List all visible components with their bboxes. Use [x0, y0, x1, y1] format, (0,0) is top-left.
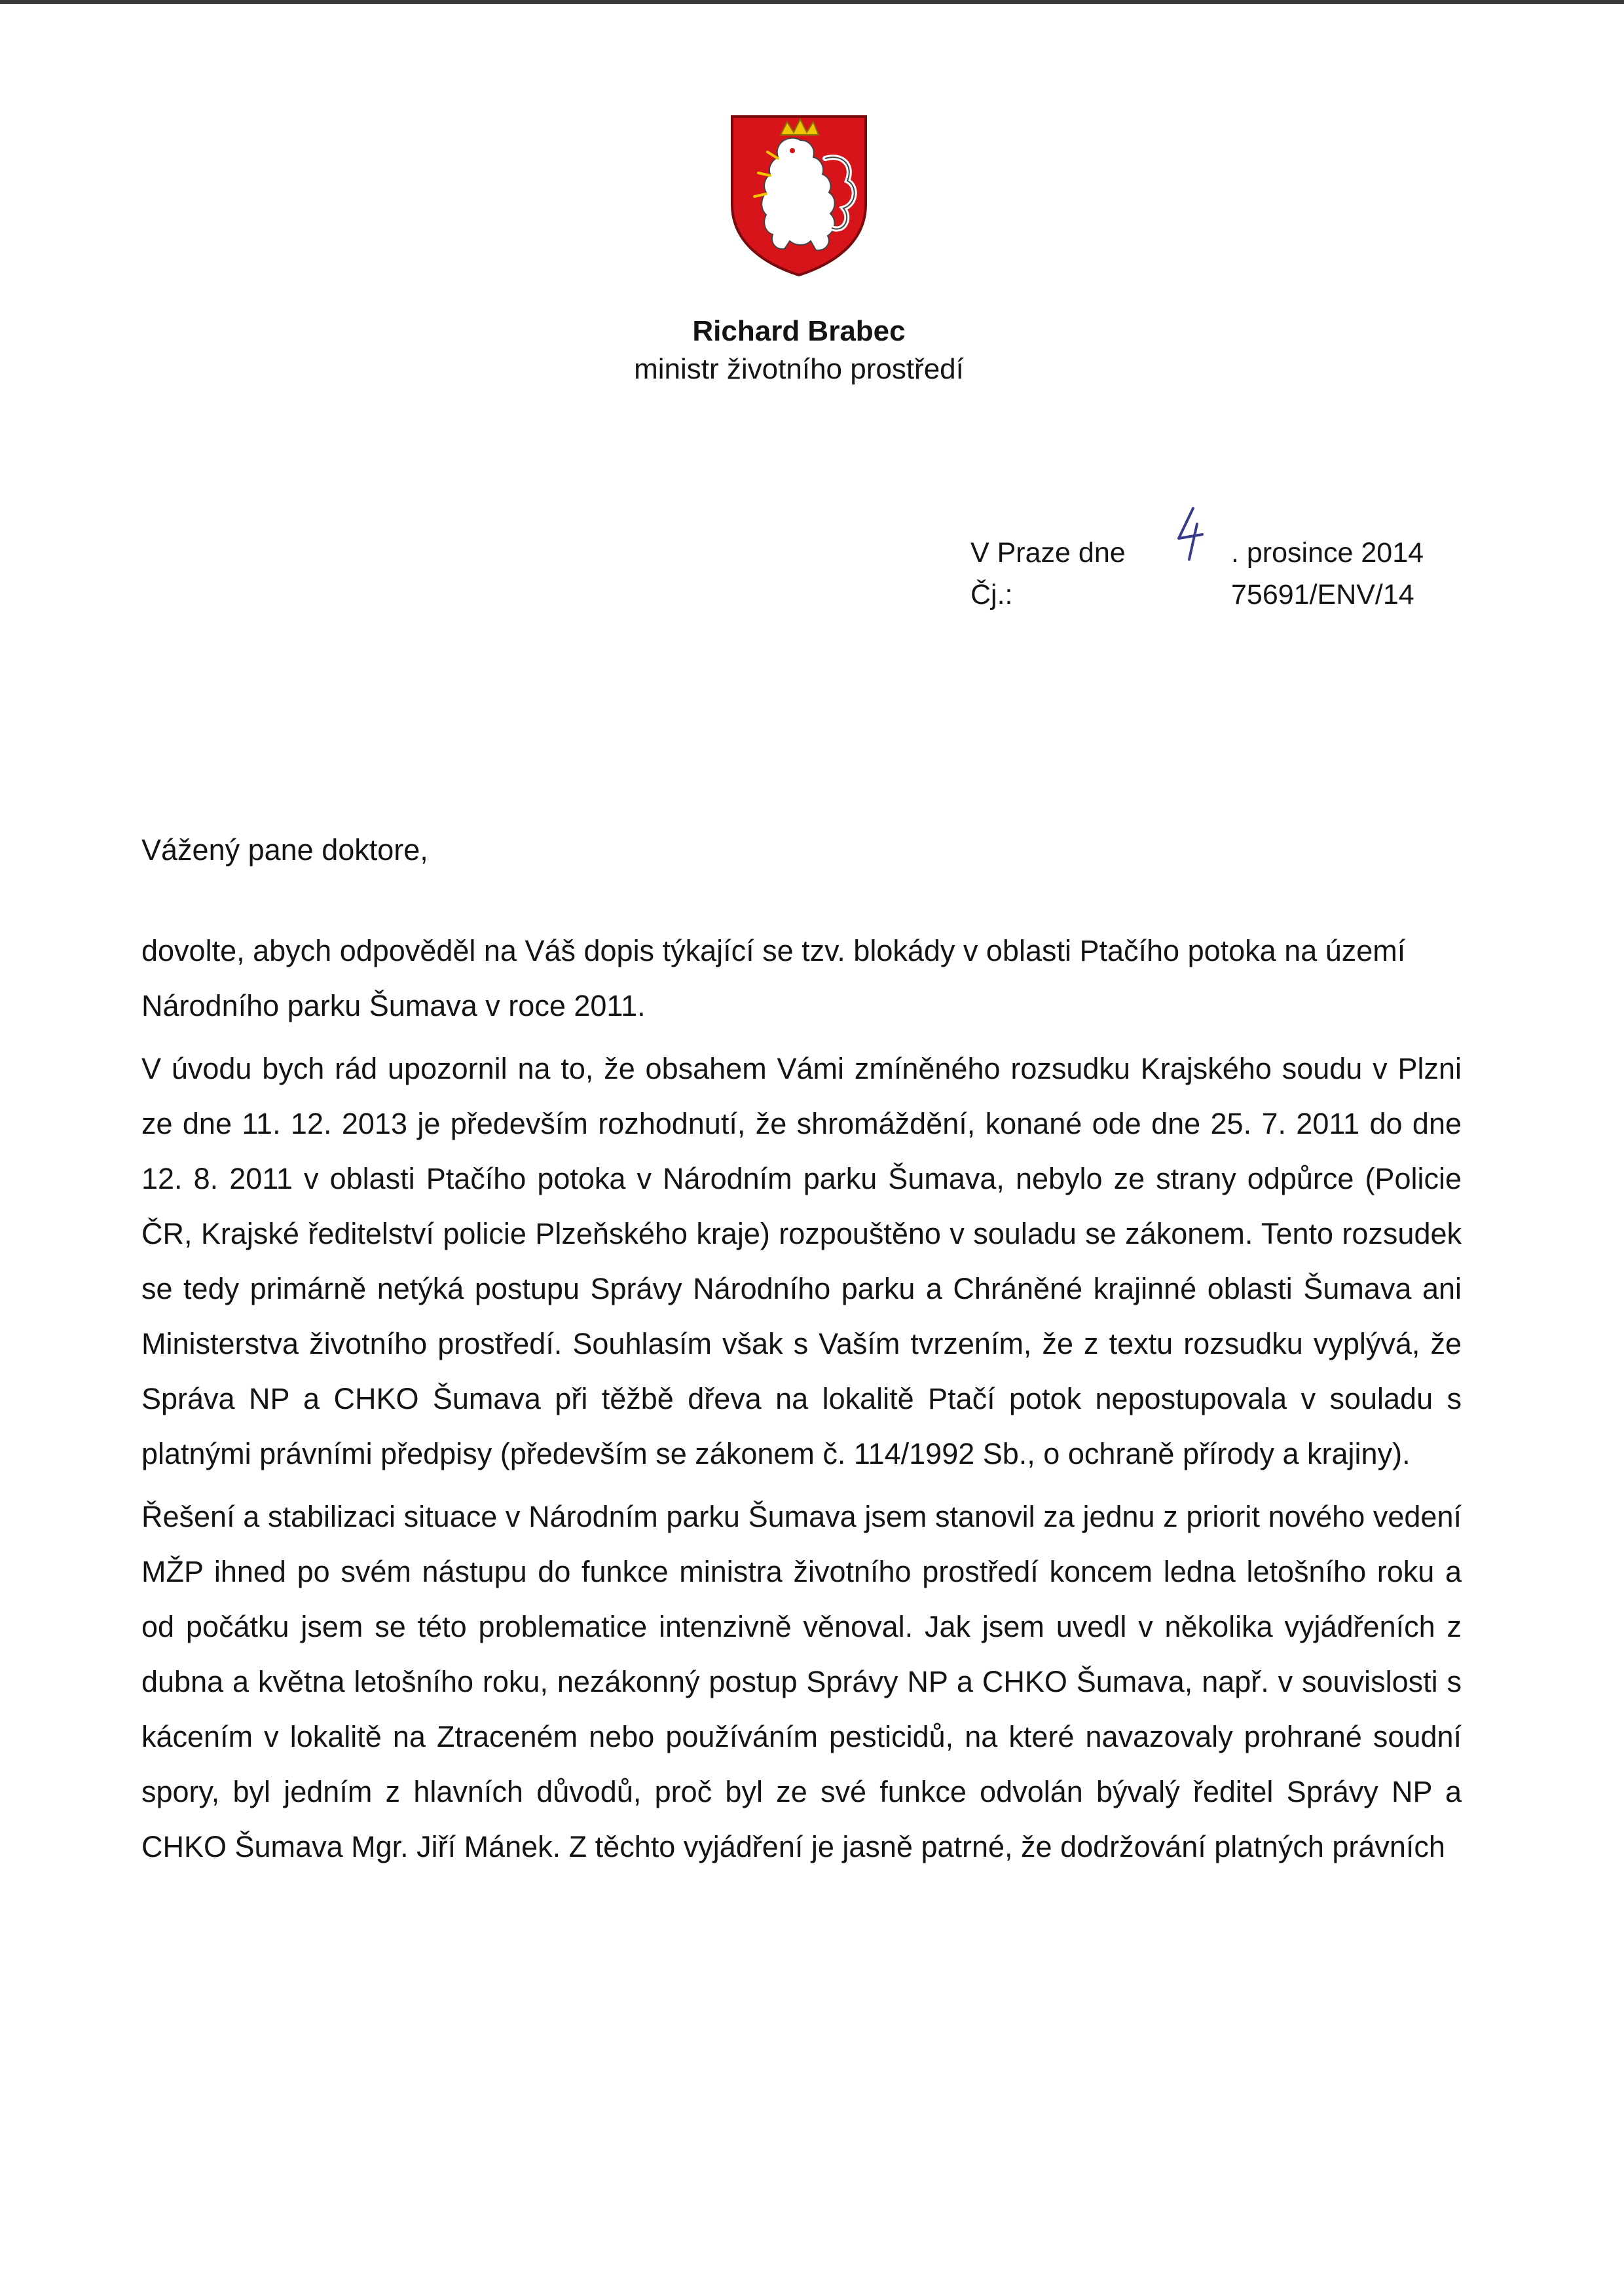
- svg-text:4: 4: [1173, 504, 1174, 505]
- czech-coat-of-arms-icon: [727, 113, 871, 278]
- salutation: Vážený pane doktore,: [141, 833, 428, 867]
- date-place-label: V Praze dne: [970, 537, 1126, 569]
- date-value: . prosince 2014: [1231, 537, 1424, 569]
- meta-values: [1231, 532, 1424, 616]
- paragraph-3: Řešení a stabilizaci situace v Národním parku Šumava jsem stanovil za jednu z priorit nového vedení MŽP ihned po svém nástupu do funkce ministra životního prostředí koncem ledna letošního roku a od počátku jsem se této problematice intenzivně věnoval. Jak jsem uvedl v několika vyjádřeních z dubna a května letošního roku, nezákonný postup Správy NP a CHKO Šumava, např. v souvislosti s kácením v lokalitě na Ztraceném nebo používáním pesticidů, na které navazovaly prohrané soudní spory, byl jedním z hlavních důvodů, proč byl ze své funkce odvolán bývalý ředitel Správy NP a CHKO Šumava Mgr. Jiří Mánek. Z těchto vyjádření je jasně patrné, že dodržování platných právních: [141, 1500, 1462, 1863]
- paragraph-2: V úvodu bych rád upozornil na to, že obsahem Vámi zmíněného rozsudku Krajského soudu v Plzni ze dne 11. 12. 2013 je především rozhodnutí, že shromáždění, konané ode dne 25. 7. 2011 do dne 12. 8. 2011 v oblasti Ptačího potoka v Národním parku Šumava, nebylo ze strany odpůrce (Policie ČR, Krajské ředitelství policie Plzeňského kraje) rozpouštěno v souladu se zákonem. Tento rozsudek se tedy primárně netýká postupu Správy Národního parku a Chráněné krajinné oblasti Šumava ani Ministerstva životního prostředí. Souhlasím však s Vaším tvrzením, že z textu rozsudku vyplývá, že Správa NP a CHKO Šumava při těžbě dřeva na lokalitě Ptačí potok nepostupovala v souladu s platnými právními předpisy (především se zákonem č. 114/1992 Sb., o ochraně přírody a krajiny).: [141, 1052, 1462, 1470]
- reference-number: 75691/ENV/14: [1231, 579, 1414, 610]
- sender-name: Richard Brabec: [692, 315, 906, 347]
- reference-label: Čj.:: [970, 579, 1013, 610]
- meta-labels: [970, 532, 1126, 616]
- letterhead: [0, 313, 1598, 389]
- letter-body: [141, 924, 1462, 1882]
- sender-title: ministr životního prostředí: [634, 353, 964, 385]
- handwritten-day-number: [1173, 504, 1210, 563]
- top-border-line: [0, 0, 1624, 4]
- paragraph-1: dovolte, abych odpověděl na Váš dopis týkající se tzv. blokády v oblasti Ptačího potoka na území Národního parku Šumava v roce 2011.: [141, 934, 1406, 1022]
